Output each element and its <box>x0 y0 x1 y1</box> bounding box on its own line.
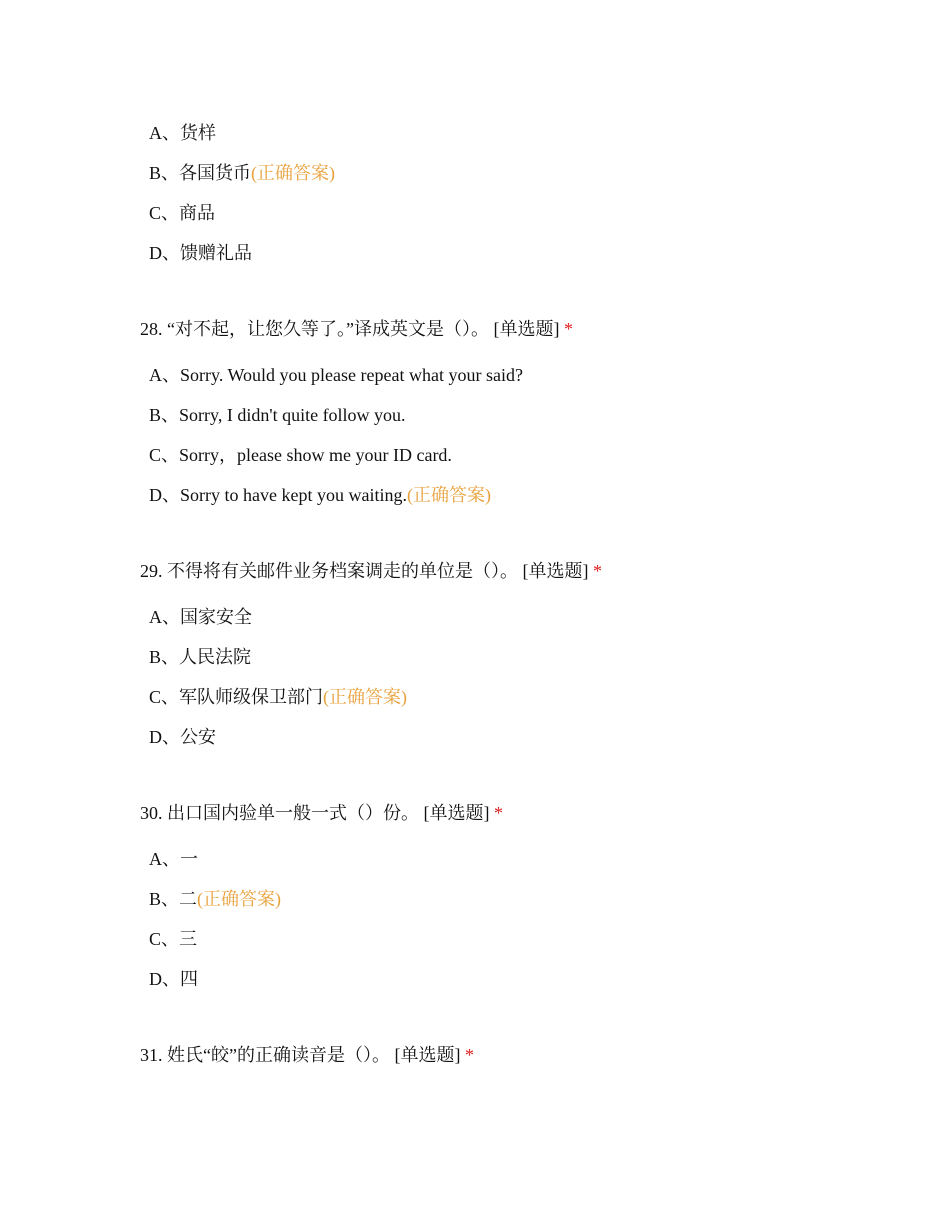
option-item <box>149 685 407 709</box>
option-text: C、三 <box>149 929 198 949</box>
question-type-label: [单选题] <box>493 319 560 339</box>
question-text: 30. 出口国内验单一般一式（）份。 <box>140 803 419 823</box>
question-title <box>140 801 503 825</box>
option-item <box>149 967 198 991</box>
question-title <box>140 559 602 583</box>
option-text: C、军队师级保卫部门 <box>149 687 324 707</box>
option-text: A、Sorry. Would you please repeat what your said? <box>149 365 523 385</box>
option-text: A、国家安全 <box>149 607 252 627</box>
option-item <box>149 725 216 749</box>
option-item <box>149 161 335 185</box>
question-type-label: [单选题] <box>394 1045 461 1065</box>
option-text: B、Sorry, I didn't quite follow you. <box>149 405 406 425</box>
required-mark: * <box>593 561 602 581</box>
correct-answer-label: (正确答案) <box>323 687 408 707</box>
option-item <box>149 403 406 427</box>
question-text: 31. 姓氏“皎”的正确读音是（）。 <box>140 1045 390 1065</box>
option-text: D、公安 <box>149 727 216 747</box>
option-item <box>149 605 252 629</box>
option-item <box>149 121 216 145</box>
option-text: C、Sorry，please show me your ID card. <box>149 445 452 465</box>
correct-answer-label: (正确答案) <box>251 163 336 183</box>
option-item <box>149 927 197 951</box>
required-mark: * <box>563 319 573 339</box>
option-item <box>149 443 452 467</box>
option-item <box>149 483 491 507</box>
question-type-label: [单选题] <box>423 803 490 823</box>
option-text: B、二 <box>149 889 198 909</box>
question-type-label: [单选题] <box>522 561 589 581</box>
question-title <box>140 1043 474 1067</box>
option-item <box>149 887 281 911</box>
option-item <box>149 241 252 265</box>
question-text: 28. “对不起，让您久等了。”译成英文是（）。 <box>140 319 489 339</box>
correct-answer-label: (正确答案) <box>406 485 491 505</box>
option-text: B、各国货币 <box>149 163 252 183</box>
option-item <box>149 847 198 871</box>
option-text: B、人民法院 <box>149 647 252 667</box>
option-text: D、馈赠礼品 <box>149 243 252 263</box>
question-title <box>140 317 573 341</box>
option-item <box>149 201 215 225</box>
required-mark: * <box>494 803 503 823</box>
correct-answer-label: (正确答案) <box>197 889 282 909</box>
option-text: A、一 <box>149 849 198 869</box>
question-text: 29. 不得将有关邮件业务档案调走的单位是（）。 <box>140 561 518 581</box>
option-text: D、Sorry to have kept you waiting. <box>149 485 407 505</box>
option-text: D、四 <box>149 969 198 989</box>
option-item <box>149 363 523 387</box>
option-text: C、商品 <box>149 203 216 223</box>
option-item <box>149 645 251 669</box>
required-mark: * <box>464 1045 474 1065</box>
option-text: A、货样 <box>149 123 216 143</box>
